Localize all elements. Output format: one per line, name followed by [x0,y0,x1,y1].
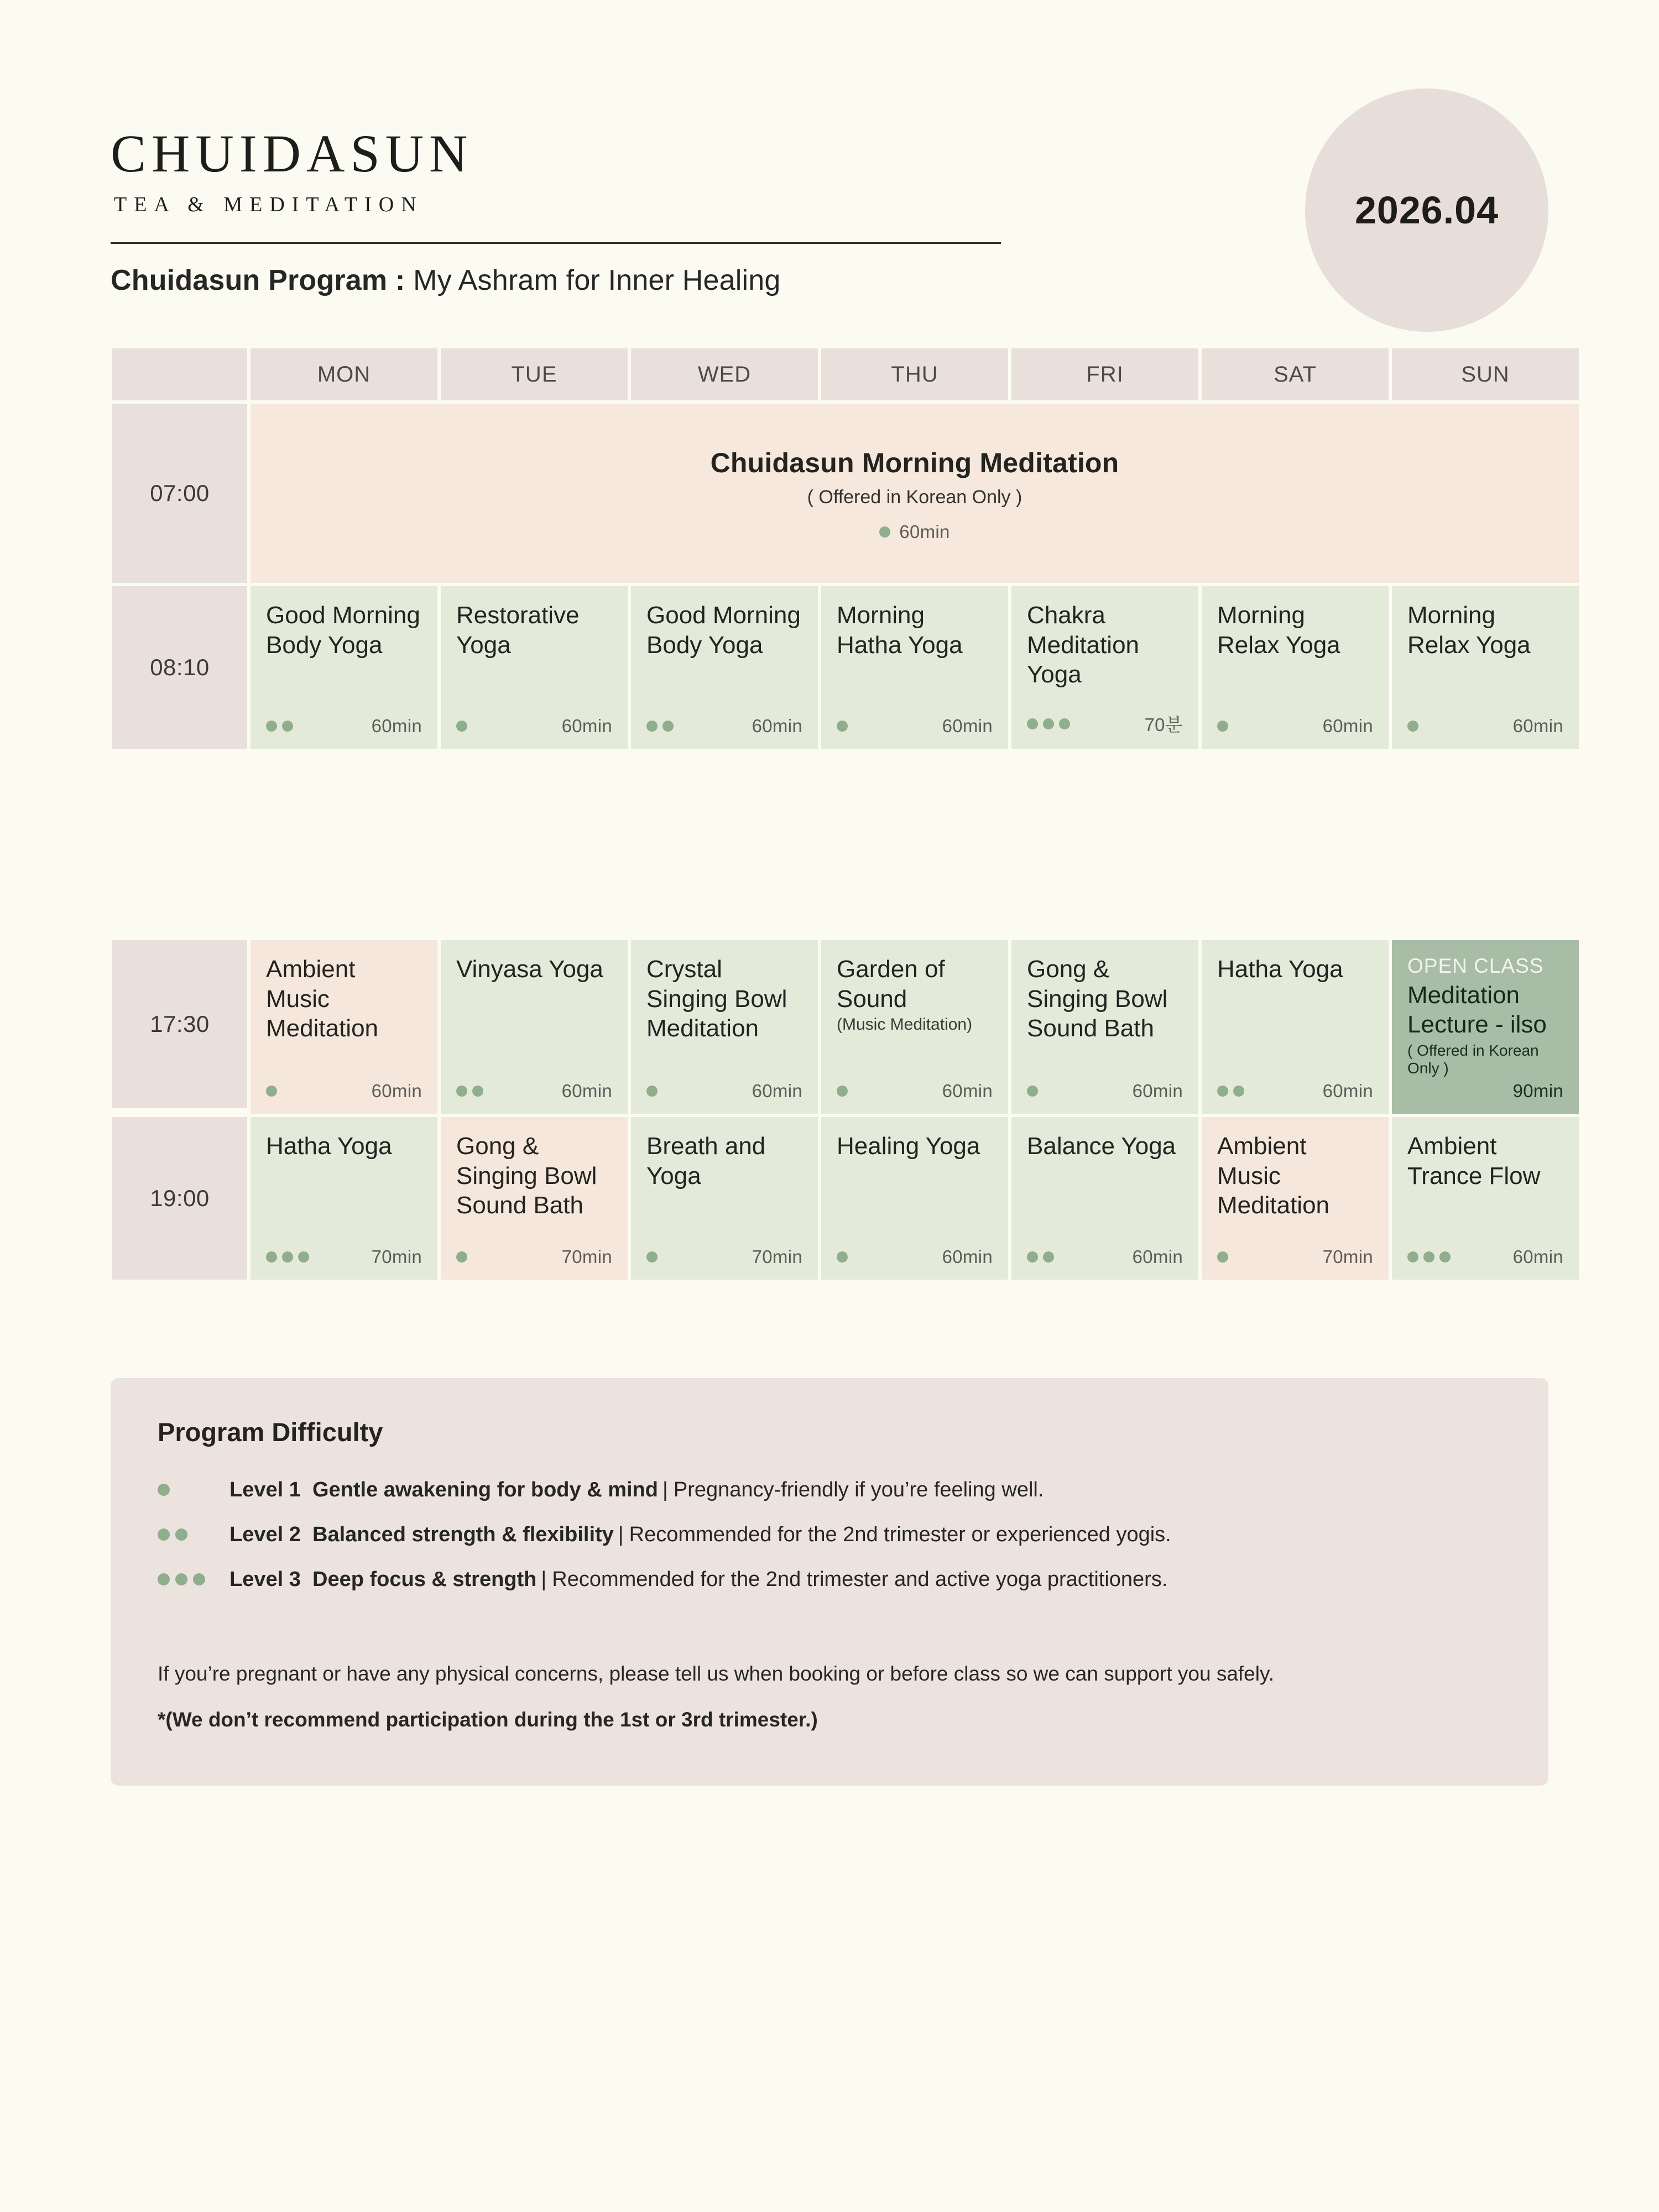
legend-footnote-strong: *(We don’t recommend participation during the 1st or 3rd trimester.) [158,1708,818,1731]
legend-row-level-2 [158,1523,1501,1547]
level-dots [1217,1086,1244,1097]
day-header-mon: MON [249,347,439,402]
level-dots [158,1484,229,1496]
level-dots [646,1251,658,1262]
class-title: Morning Hatha Yoga [837,602,963,659]
class-duration: 60min [1512,1246,1563,1267]
legend-level-name: Level 3 [229,1567,301,1591]
day-header-thu: THU [820,347,1010,402]
open-class-tag: OPEN CLASS [1407,954,1544,977]
program-label: Chuidasun Program : [111,264,405,296]
class-duration: 60min [1132,1246,1183,1267]
level-dots [646,721,674,732]
level-dots [266,721,293,732]
class-duration: 60min [1132,1080,1183,1101]
class-duration: 60min [371,716,422,736]
class-mon-1900[interactable] [249,1115,439,1281]
legend-separator: | [662,1478,668,1501]
level-dots [1407,1251,1451,1262]
class-duration: 60min [942,1080,993,1101]
class-duration: 60min [1512,716,1563,736]
time-label-1900: 19:00 [111,1115,249,1281]
class-duration: 70분 [1144,714,1183,735]
class-title: Meditation Lecture - ilso [1407,982,1547,1038]
class-duration: 60min [899,521,950,542]
class-title: Hatha Yoga [266,1132,392,1160]
header-divider [111,242,1001,244]
program-title: My Ashram for Inner Healing [413,264,781,296]
class-sun-1900[interactable] [1390,1115,1580,1281]
legend-level-desc: Balanced strength & flexibility [312,1522,614,1546]
class-title: Gong & Singing Bowl Sound Bath [1027,956,1168,1042]
class-tue-0810[interactable] [439,585,629,750]
level-dots [646,1086,658,1097]
class-duration: 60min [752,716,802,736]
day-header-sat: SAT [1200,347,1390,402]
level-dots [266,1086,277,1097]
class-title: Good Morning Body Yoga [646,602,801,659]
legend-separator: | [541,1567,547,1591]
level-dots [837,1086,848,1097]
class-duration: 70min [561,1246,612,1267]
legend-footnote-text: If you’re pregnant or have any physical concerns, please tell us when booking or before class so we can support you safely. [158,1662,1275,1685]
class-sun-0810[interactable] [1390,585,1580,750]
class-title: Breath and Yoga [646,1132,766,1190]
class-sun-1730-open[interactable] [1390,938,1580,1115]
class-meta [879,521,950,542]
class-title: Morning Relax Yoga [1217,602,1340,659]
time-label-1730: 17:30 [111,938,249,1110]
class-thu-1730[interactable] [820,938,1010,1115]
month-badge: 2026.04 [1305,88,1548,332]
day-header-sun: SUN [1390,347,1580,402]
class-tue-1730[interactable] [439,938,629,1115]
level-dots [1027,1251,1054,1262]
class-title: Gong & Singing Bowl Sound Bath [456,1132,597,1219]
brand-name: CHUIDASUN [111,124,473,183]
day-header-tue: TUE [439,347,629,402]
class-duration: 60min [942,716,993,736]
class-duration: 60min [752,1080,802,1101]
class-fri-1730[interactable] [1010,938,1200,1115]
class-title: Chuidasun Morning Meditation [710,447,1119,478]
class-subtitle: ( Offered in Korean Only ) [1407,1041,1539,1077]
legend-row-level-3 [158,1568,1501,1592]
class-duration: 60min [561,1080,612,1101]
class-duration: 90min [1512,1080,1563,1101]
class-title: Ambient Music Meditation [266,956,379,1042]
class-title: Restorative Yoga [456,602,580,659]
class-thu-1900[interactable] [820,1115,1010,1281]
level-dots [837,1251,848,1262]
level-dots [1407,721,1418,732]
class-title: Chakra Meditation Yoga [1027,602,1140,688]
class-duration: 70min [752,1246,802,1267]
level-dots [158,1528,229,1541]
class-title: Vinyasa Yoga [456,956,603,983]
class-duration: 60min [1322,716,1373,736]
class-morning-meditation[interactable] [249,402,1580,585]
class-duration: 70min [371,1246,422,1267]
legend-level-note: Pregnancy-friendly if you’re feeling well. [673,1478,1044,1501]
class-mon-1730[interactable] [249,938,439,1115]
level-dots [1217,721,1228,732]
class-title: Garden of Sound [837,956,945,1013]
class-title: Balance Yoga [1027,1132,1176,1160]
level-dots [1217,1251,1228,1262]
legend-level-note: Recommended for the 2nd trimester or experienced yogis. [629,1522,1171,1546]
legend-row-level-1 [158,1478,1501,1502]
day-header-fri: FRI [1010,347,1200,402]
class-title: Crystal Singing Bowl Meditation [646,956,787,1042]
time-label-0700: 07:00 [111,402,249,585]
day-header-wed: WED [629,347,820,402]
level-dots [837,721,848,732]
class-title: Healing Yoga [837,1132,980,1160]
class-title: Morning Relax Yoga [1407,602,1531,659]
schedule-spacer [111,750,1580,938]
class-duration: 60min [942,1246,993,1267]
class-tue-1900[interactable] [439,1115,629,1281]
class-title: Ambient Trance Flow [1407,1132,1541,1190]
legend-level-name: Level 1 [229,1478,301,1501]
class-title: Hatha Yoga [1217,956,1343,983]
class-duration: 60min [561,716,612,736]
schedule-table [111,347,1563,1281]
class-wed-1900[interactable] [629,1115,820,1281]
legend-level-desc: Gentle awakening for body & mind [312,1478,658,1501]
class-fri-1900[interactable] [1010,1115,1200,1281]
legend-footnote [158,1658,1501,1736]
level-dots [1027,718,1070,729]
class-mon-0810[interactable] [249,585,439,750]
class-duration: 60min [371,1080,422,1101]
level-dots [1027,1086,1038,1097]
class-title: Good Morning Body Yoga [266,602,420,659]
difficulty-legend [111,1378,1548,1786]
brand-tagline: TEA & MEDITATION [114,193,424,216]
table-corner [111,347,249,402]
class-title: Ambient Music Meditation [1217,1132,1330,1219]
page-header [111,0,1548,297]
class-sat-1730[interactable] [1200,938,1390,1115]
class-sat-1900[interactable] [1200,1115,1390,1281]
class-duration: 60min [1322,1080,1373,1101]
class-subtitle: ( Offered in Korean Only ) [807,486,1022,508]
legend-level-name: Level 2 [229,1522,301,1546]
class-wed-0810[interactable] [629,585,820,750]
level-dots [456,1251,467,1262]
level-dots [456,1086,483,1097]
level-dot [879,526,890,538]
class-fri-0810[interactable] [1010,585,1200,750]
level-dots [266,1251,309,1262]
class-thu-0810[interactable] [820,585,1010,750]
level-dots [879,526,890,538]
legend-level-desc: Deep focus & strength [312,1567,537,1591]
time-label-0810: 08:10 [111,585,249,750]
level-dots [158,1573,229,1585]
class-wed-1730[interactable] [629,938,820,1115]
legend-heading: Program Difficulty [158,1417,383,1447]
legend-level-note: Recommended for the 2nd trimester and active yoga practitioners. [552,1567,1168,1591]
class-sat-0810[interactable] [1200,585,1390,750]
class-duration: 70min [1322,1246,1373,1267]
class-subtitle: (Music Meditation) [837,1015,973,1034]
legend-separator: | [618,1522,624,1546]
level-dots [456,721,467,732]
